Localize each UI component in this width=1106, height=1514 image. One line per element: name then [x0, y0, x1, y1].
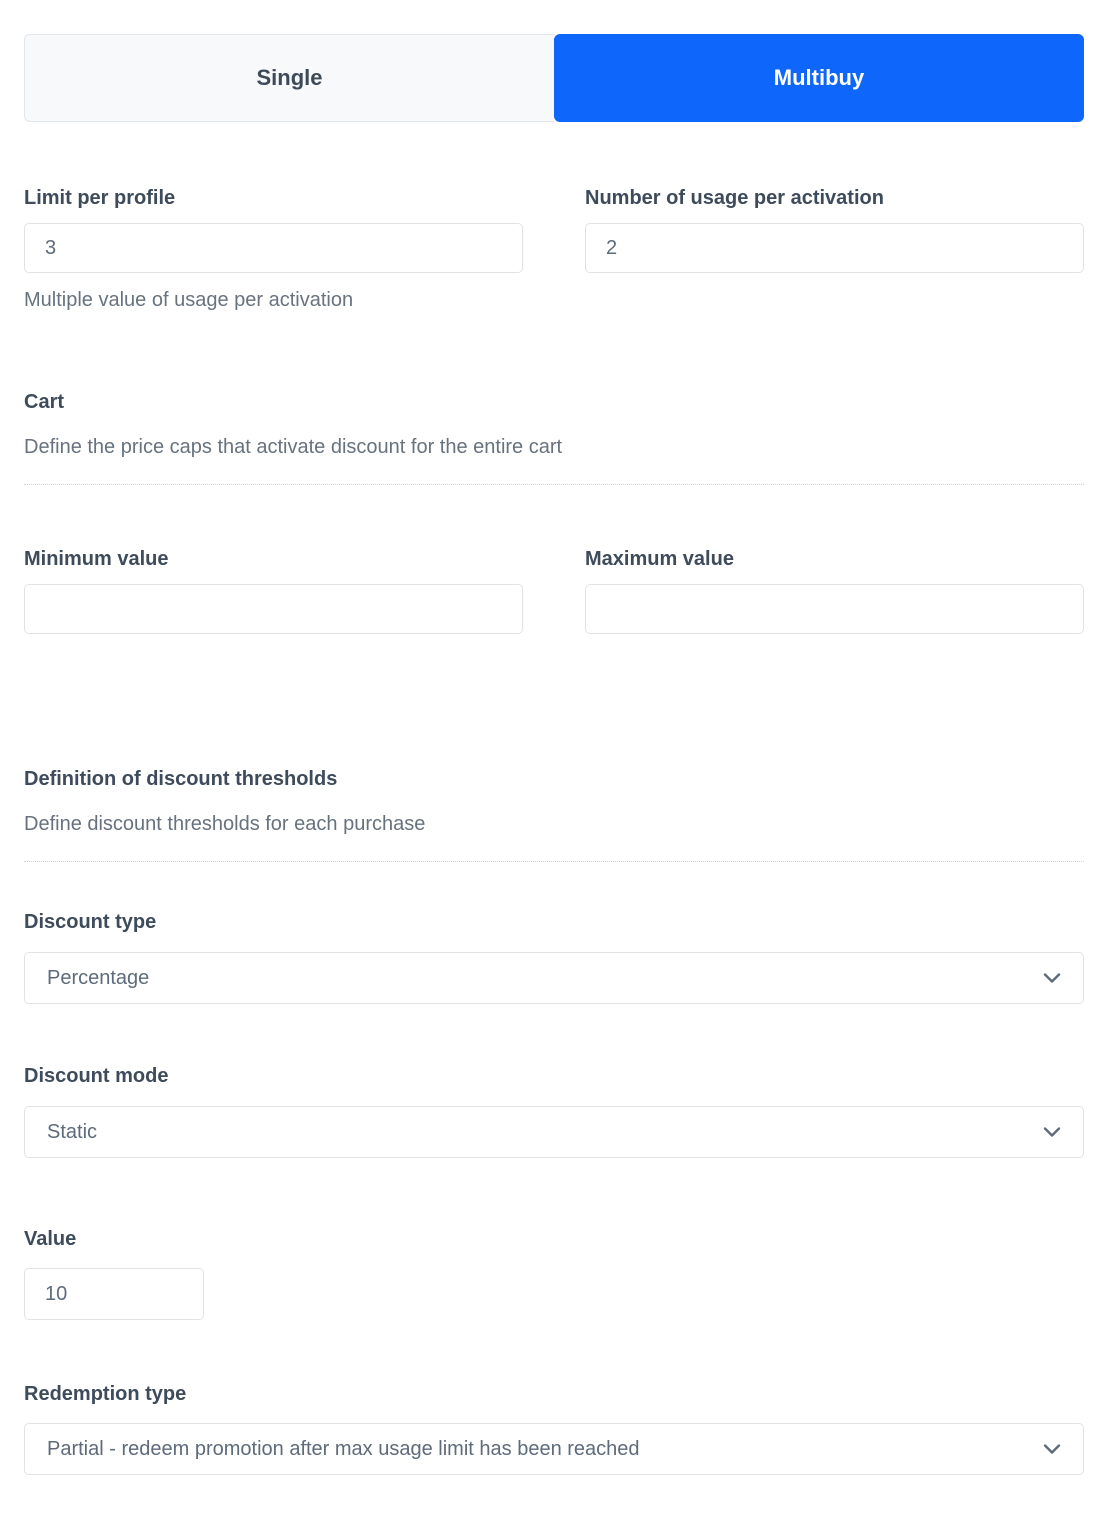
usage-per-activation-field — [585, 186, 1084, 312]
limit-per-profile-input[interactable] — [24, 223, 523, 273]
limit-per-profile-helper: Multiple value of usage per activation — [24, 289, 354, 311]
maximum-value-field — [585, 547, 1084, 634]
discount-mode-field — [24, 1064, 1084, 1158]
value-input[interactable] — [24, 1268, 204, 1320]
redemption-type-label: Redemption type — [24, 1383, 187, 1405]
minimum-value-field — [24, 547, 523, 634]
thresholds-section-title: Definition of discount thresholds — [24, 768, 338, 790]
promotion-form — [24, 34, 1084, 1475]
redemption-type-field — [24, 1382, 1084, 1475]
discount-type-field — [24, 910, 1084, 1004]
usage-per-activation-label: Number of usage per activation — [585, 187, 884, 209]
chevron-down-icon — [1043, 1126, 1061, 1138]
usage-per-activation-input[interactable] — [585, 223, 1084, 273]
tab-multibuy[interactable]: Multibuy — [554, 34, 1084, 122]
cart-section-title: Cart — [24, 391, 65, 413]
cart-section — [24, 390, 1084, 485]
limits-row — [24, 186, 1084, 312]
discount-mode-label: Discount mode — [24, 1065, 169, 1087]
thresholds-section-description: Define discount thresholds for each purchase — [24, 813, 426, 835]
tab-single[interactable]: Single — [24, 34, 554, 122]
redemption-type-select[interactable] — [24, 1423, 1084, 1475]
discount-type-select[interactable] — [24, 952, 1084, 1004]
cart-caps-row — [24, 547, 1084, 634]
discount-mode-value: Static — [47, 1120, 98, 1143]
chevron-down-icon — [1043, 972, 1061, 984]
thresholds-section — [24, 767, 1084, 862]
chevron-down-icon — [1043, 1443, 1061, 1455]
section-divider — [24, 861, 1084, 862]
limit-per-profile-label: Limit per profile — [24, 187, 176, 209]
limit-per-profile-field — [24, 186, 523, 312]
cart-section-description: Define the price caps that activate discount for the entire cart — [24, 436, 563, 458]
value-label: Value — [24, 1228, 77, 1250]
minimum-value-label: Minimum value — [24, 548, 169, 570]
discount-type-value: Percentage — [47, 966, 150, 989]
maximum-value-input[interactable] — [585, 584, 1084, 634]
discount-mode-select[interactable] — [24, 1106, 1084, 1158]
section-divider — [24, 484, 1084, 485]
minimum-value-input[interactable] — [24, 584, 523, 634]
redemption-type-value: Partial - redeem promotion after max usage limit has been reached — [47, 1437, 640, 1460]
purchase-mode-toggle — [24, 34, 1084, 122]
maximum-value-label: Maximum value — [585, 548, 734, 570]
value-field — [24, 1227, 1084, 1320]
discount-type-label: Discount type — [24, 911, 157, 933]
